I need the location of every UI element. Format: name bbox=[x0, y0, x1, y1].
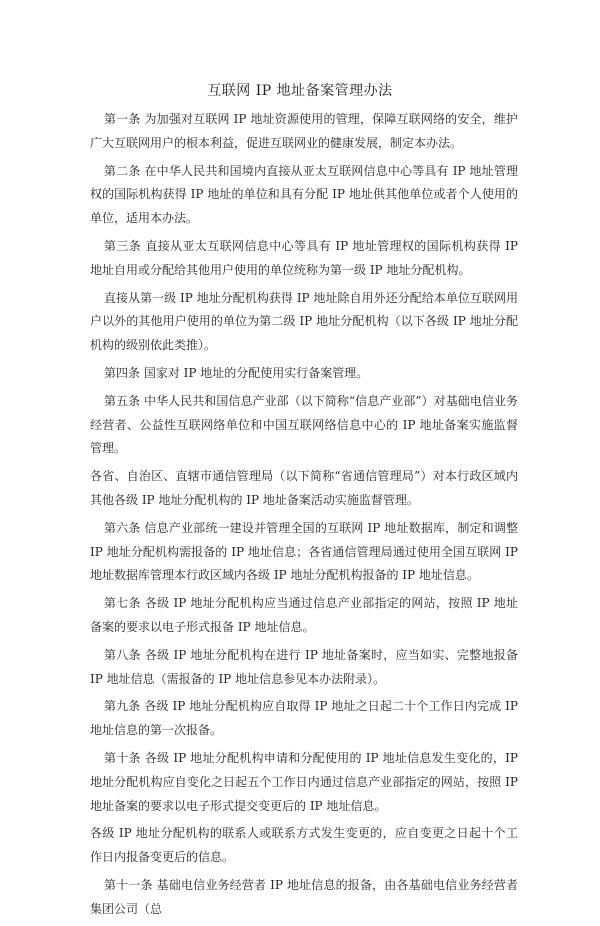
article-6-paragraph: 第六条 信息产业部统一建设并管理全国的互联网 IP 地址数据库，制定和调整 IP 地址分配机构需报备的 IP 地址信息；各省通信管理局通过使用全国互联网 IP 地址数据库管理本行政区域内各级 IP 地址分配机构报备的 IP 地址信息。 bbox=[90, 520, 518, 583]
article-2-paragraph: 第二条 在中华人民共和国境内直接从亚太互联网信息中心等具有 IP 地址管理权的国际机构获得 IP 地址的单位和具有分配 IP 地址供其他单位或者个人使用的单位，适用本办法。 bbox=[90, 163, 518, 226]
article-10-paragraph: 第十条 各级 IP 地址分配机构申请和分配使用的 IP 地址信息发生变化的，IP 地址分配机构应自变化之日起五个工作日内通过信息产业部指定的网站，按照 IP 地址备案的要求以电子形式提交变更后的 IP 地址信息。 bbox=[90, 750, 518, 813]
document-title: 互联网 IP 地址备案管理办法 bbox=[207, 83, 393, 99]
article-7-paragraph: 第七条 各级 IP 地址分配机构应当通过信息产业部指定的网站，按照 IP 地址备案的要求以电子形式报备 IP 地址信息。 bbox=[90, 596, 518, 634]
article-4-paragraph: 第四条 国家对 IP 地址的分配使用实行备案管理。 bbox=[104, 365, 369, 380]
document-body bbox=[90, 108, 518, 926]
article-1-paragraph: 第一条 为加强对互联网 IP 地址资源使用的管理，保障互联网络的安全，维护广大互联网用户的根本利益，促进互联网业的健康发展，制定本办法。 bbox=[90, 112, 518, 150]
article-5-second-paragraph: 各省、自治区、直辖市通信管理局（以下简称“省通信管理局”）对本行政区域内其他各级 IP 地址分配机构的 IP 地址备案活动实施监督管理。 bbox=[90, 469, 518, 507]
article-9-paragraph: 第九条 各级 IP 地址分配机构应自取得 IP 地址之日起二十个工作日内完成 IP 地址信息的第一次报备。 bbox=[90, 699, 518, 738]
article-10-second-paragraph: 各级 IP 地址分配机构的联系人或联系方式发生变更的，应自变更之日起十个工作日内报备变更后的信息。 bbox=[90, 826, 518, 865]
article-5-paragraph: 第五条 中华人民共和国信息产业部（以下简称“信息产业部”）对基础电信业务经营者、公益性互联网络单位和中国互联网络信息中心的 IP 地址备案实施监督管理。 bbox=[90, 393, 518, 456]
article-3-second-paragraph: 直接从第一级 IP 地址分配机构获得 IP 地址除自用外还分配给本单位互联网用户以外的其他用户使用的单位为第二级 IP 地址分配机构（以下各级 IP 地址分配机构的级别依此类推）。 bbox=[90, 290, 518, 353]
article-11-paragraph: 第十一条 基础电信业务经营者 IP 地址信息的报备，由各基础电信业务经营者集团公司（总 bbox=[90, 877, 518, 916]
article-8-paragraph: 第八条 各级 IP 地址分配机构在进行 IP 地址备案时，应当如实、完整地报备 IP 地址信息（需报备的 IP 地址信息参见本办法附录）。 bbox=[90, 647, 518, 686]
article-3-paragraph: 第三条 直接从亚太互联网信息中心等具有 IP 地址管理权的国际机构获得 IP 地址自用或分配给其他用户使用的单位统称为第一级 IP 地址分配机构。 bbox=[90, 238, 518, 277]
